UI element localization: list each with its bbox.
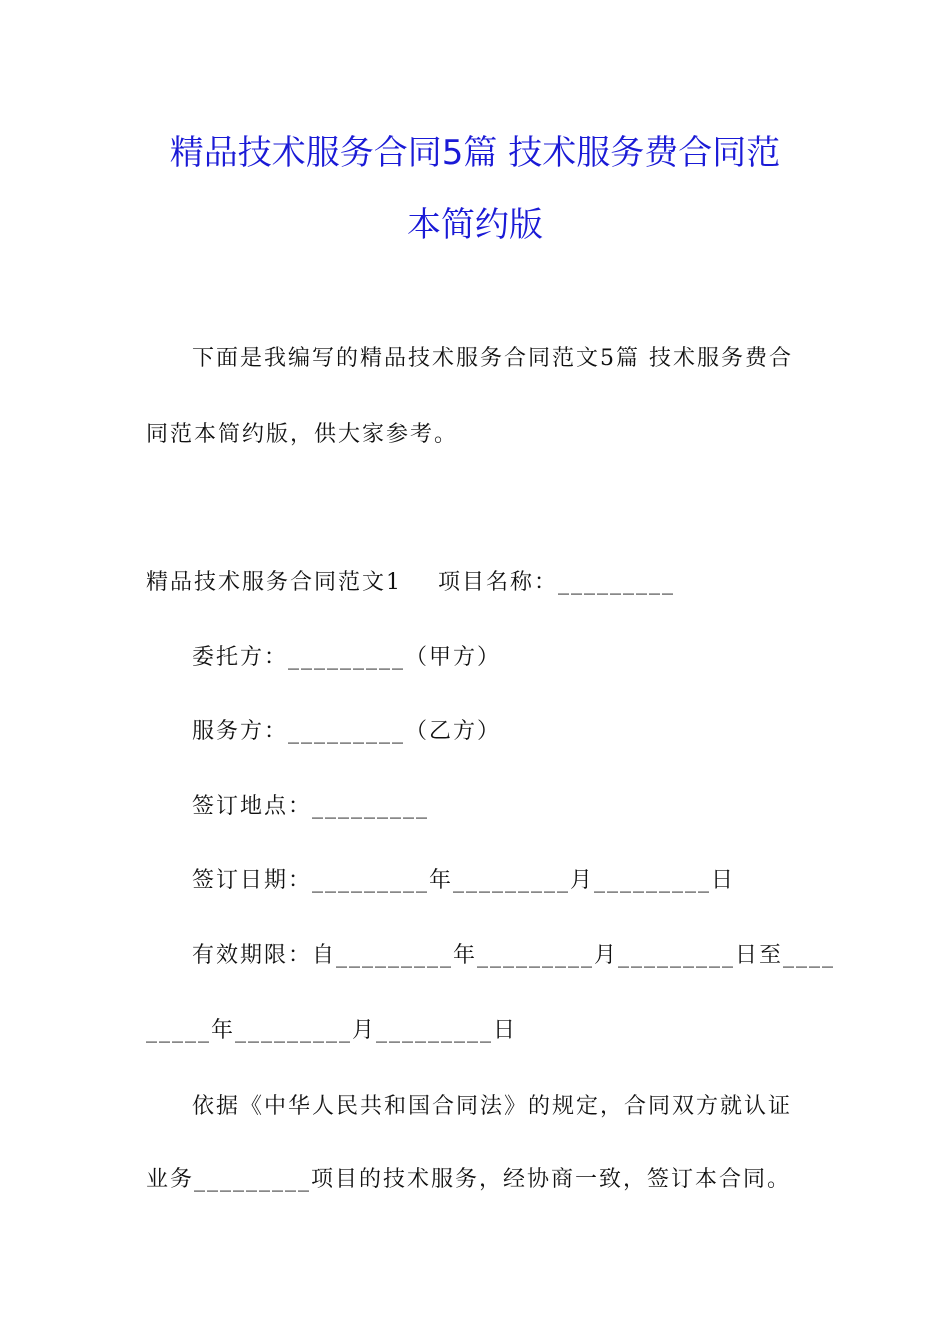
title-line-2: 本简约版 xyxy=(407,205,543,245)
validity-field-line-1: 有效期限：自_________年_________月_________日至____ xyxy=(192,943,836,968)
client-field: 委托方：_________（甲方） xyxy=(192,645,502,670)
section-heading: 精品技术服务合同范文1 项目名称：_________ xyxy=(146,570,675,595)
provider-field: 服务方：_________（乙方） xyxy=(192,719,502,744)
intro-paragraph-line-1: 下面是我编写的精品技术服务合同范文5篇 技术服务费合 xyxy=(192,346,793,371)
title-line-1: 精品技术服务合同5篇 技术服务费合同范 xyxy=(169,133,781,173)
signing-place-field: 签订地点：_________ xyxy=(192,794,430,819)
basis-paragraph-line-2: 业务_________项目的技术服务，经协商一致，签订本合同。 xyxy=(146,1167,792,1192)
signing-date-field: 签订日期：_________年_________月_________日 xyxy=(192,868,736,893)
intro-paragraph-line-2: 同范本简约版，供大家参考。 xyxy=(146,422,459,447)
validity-field-line-2: _____年_________月_________日 xyxy=(146,1018,518,1043)
basis-paragraph-line-1: 依据《中华人民共和国合同法》的规定，合同双方就认证 xyxy=(192,1094,793,1119)
